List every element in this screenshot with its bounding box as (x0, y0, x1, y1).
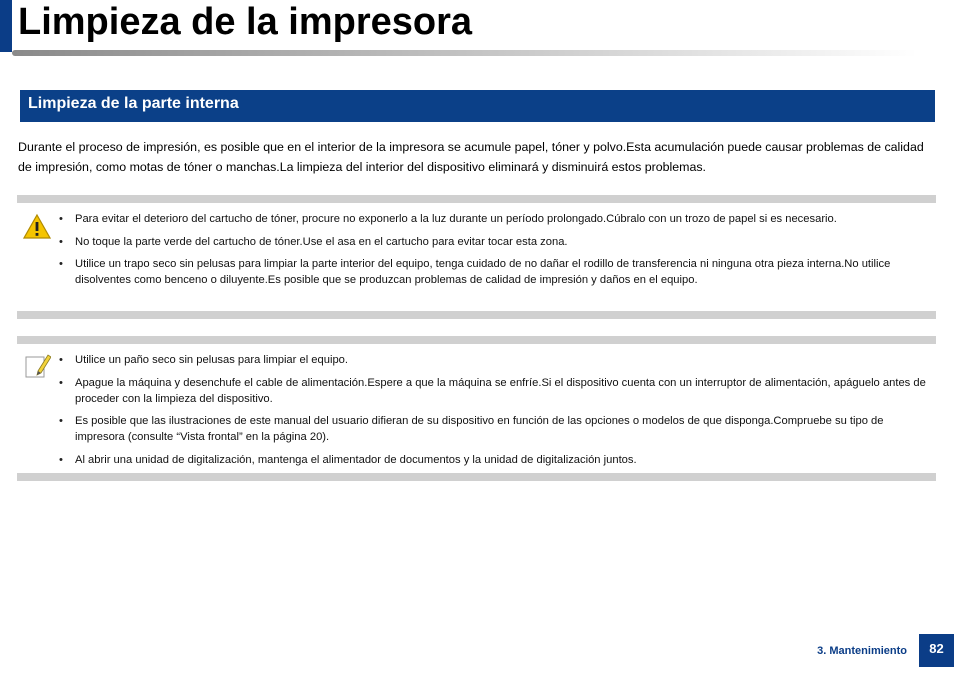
note-item: • Al abrir una unidad de digitalización, mantenga el alimentador de documentos y la unidad de digitalización juntos. (57, 452, 936, 468)
page-number: 82 (919, 634, 954, 667)
chapter-label: 3. Mantenimiento (817, 645, 907, 657)
caution-item: • Utilice un trapo seco sin pelusas para limpiar la parte interior del equipo, tenga cuidado de no dañar el rodillo de transferencia ni ninguna otra pieza interna.No utilice disolventes como benceno o diluyente.Es posible que se produzcan problemas de calidad de impresión y daños en el equipo. (57, 256, 936, 288)
note-item: • Apague la máquina y desenchufe el cable de alimentación.Espere a que la máquina se enfríe.Si el dispositivo cuenta con un interruptor de alimentación, apáguelo antes de proceder con la limpieza del dispositivo. (57, 375, 936, 407)
section-header (20, 90, 935, 122)
caution-item: • Para evitar el deterioro del cartucho de tóner, procure no exponerlo a la luz durante un período prolongado.Cúbralo con un trozo de papel si es necesario. (57, 211, 936, 227)
title-accent-bar (0, 0, 12, 52)
note-item: • Es posible que las ilustraciones de este manual del usuario difieran de su dispositivo en función de las opciones o modelos de que disponga.Compruebe su tipo de impresora (consulte “Vista frontal” en la página 20). (57, 413, 936, 445)
title-divider (12, 50, 917, 56)
intro-paragraph: Durante el proceso de impresión, es posible que en el interior de la impresora se acumule papel, tóner y polvo.Esta acumulación puede causar problemas de calidad de impresión, como motas de tóner o manchas.La limpieza del interior del dispositivo eliminará y disminuirá estos problemas. (18, 140, 924, 174)
note-pencil-icon (23, 352, 51, 380)
section-heading: Limpieza de la parte interna (28, 95, 239, 112)
note-list (57, 352, 936, 474)
page-title: Limpieza de la impresora (18, 1, 473, 43)
caution-list (57, 211, 936, 295)
caution-box (17, 195, 936, 319)
caution-item: • No toque la parte verde del cartucho de tóner.Use el asa en el cartucho para evitar tocar esta zona. (57, 234, 936, 250)
note-item: • Utilice un paño seco sin pelusas para limpiar el equipo. (57, 352, 936, 368)
note-box (17, 336, 936, 481)
warning-triangle-icon (23, 213, 51, 241)
